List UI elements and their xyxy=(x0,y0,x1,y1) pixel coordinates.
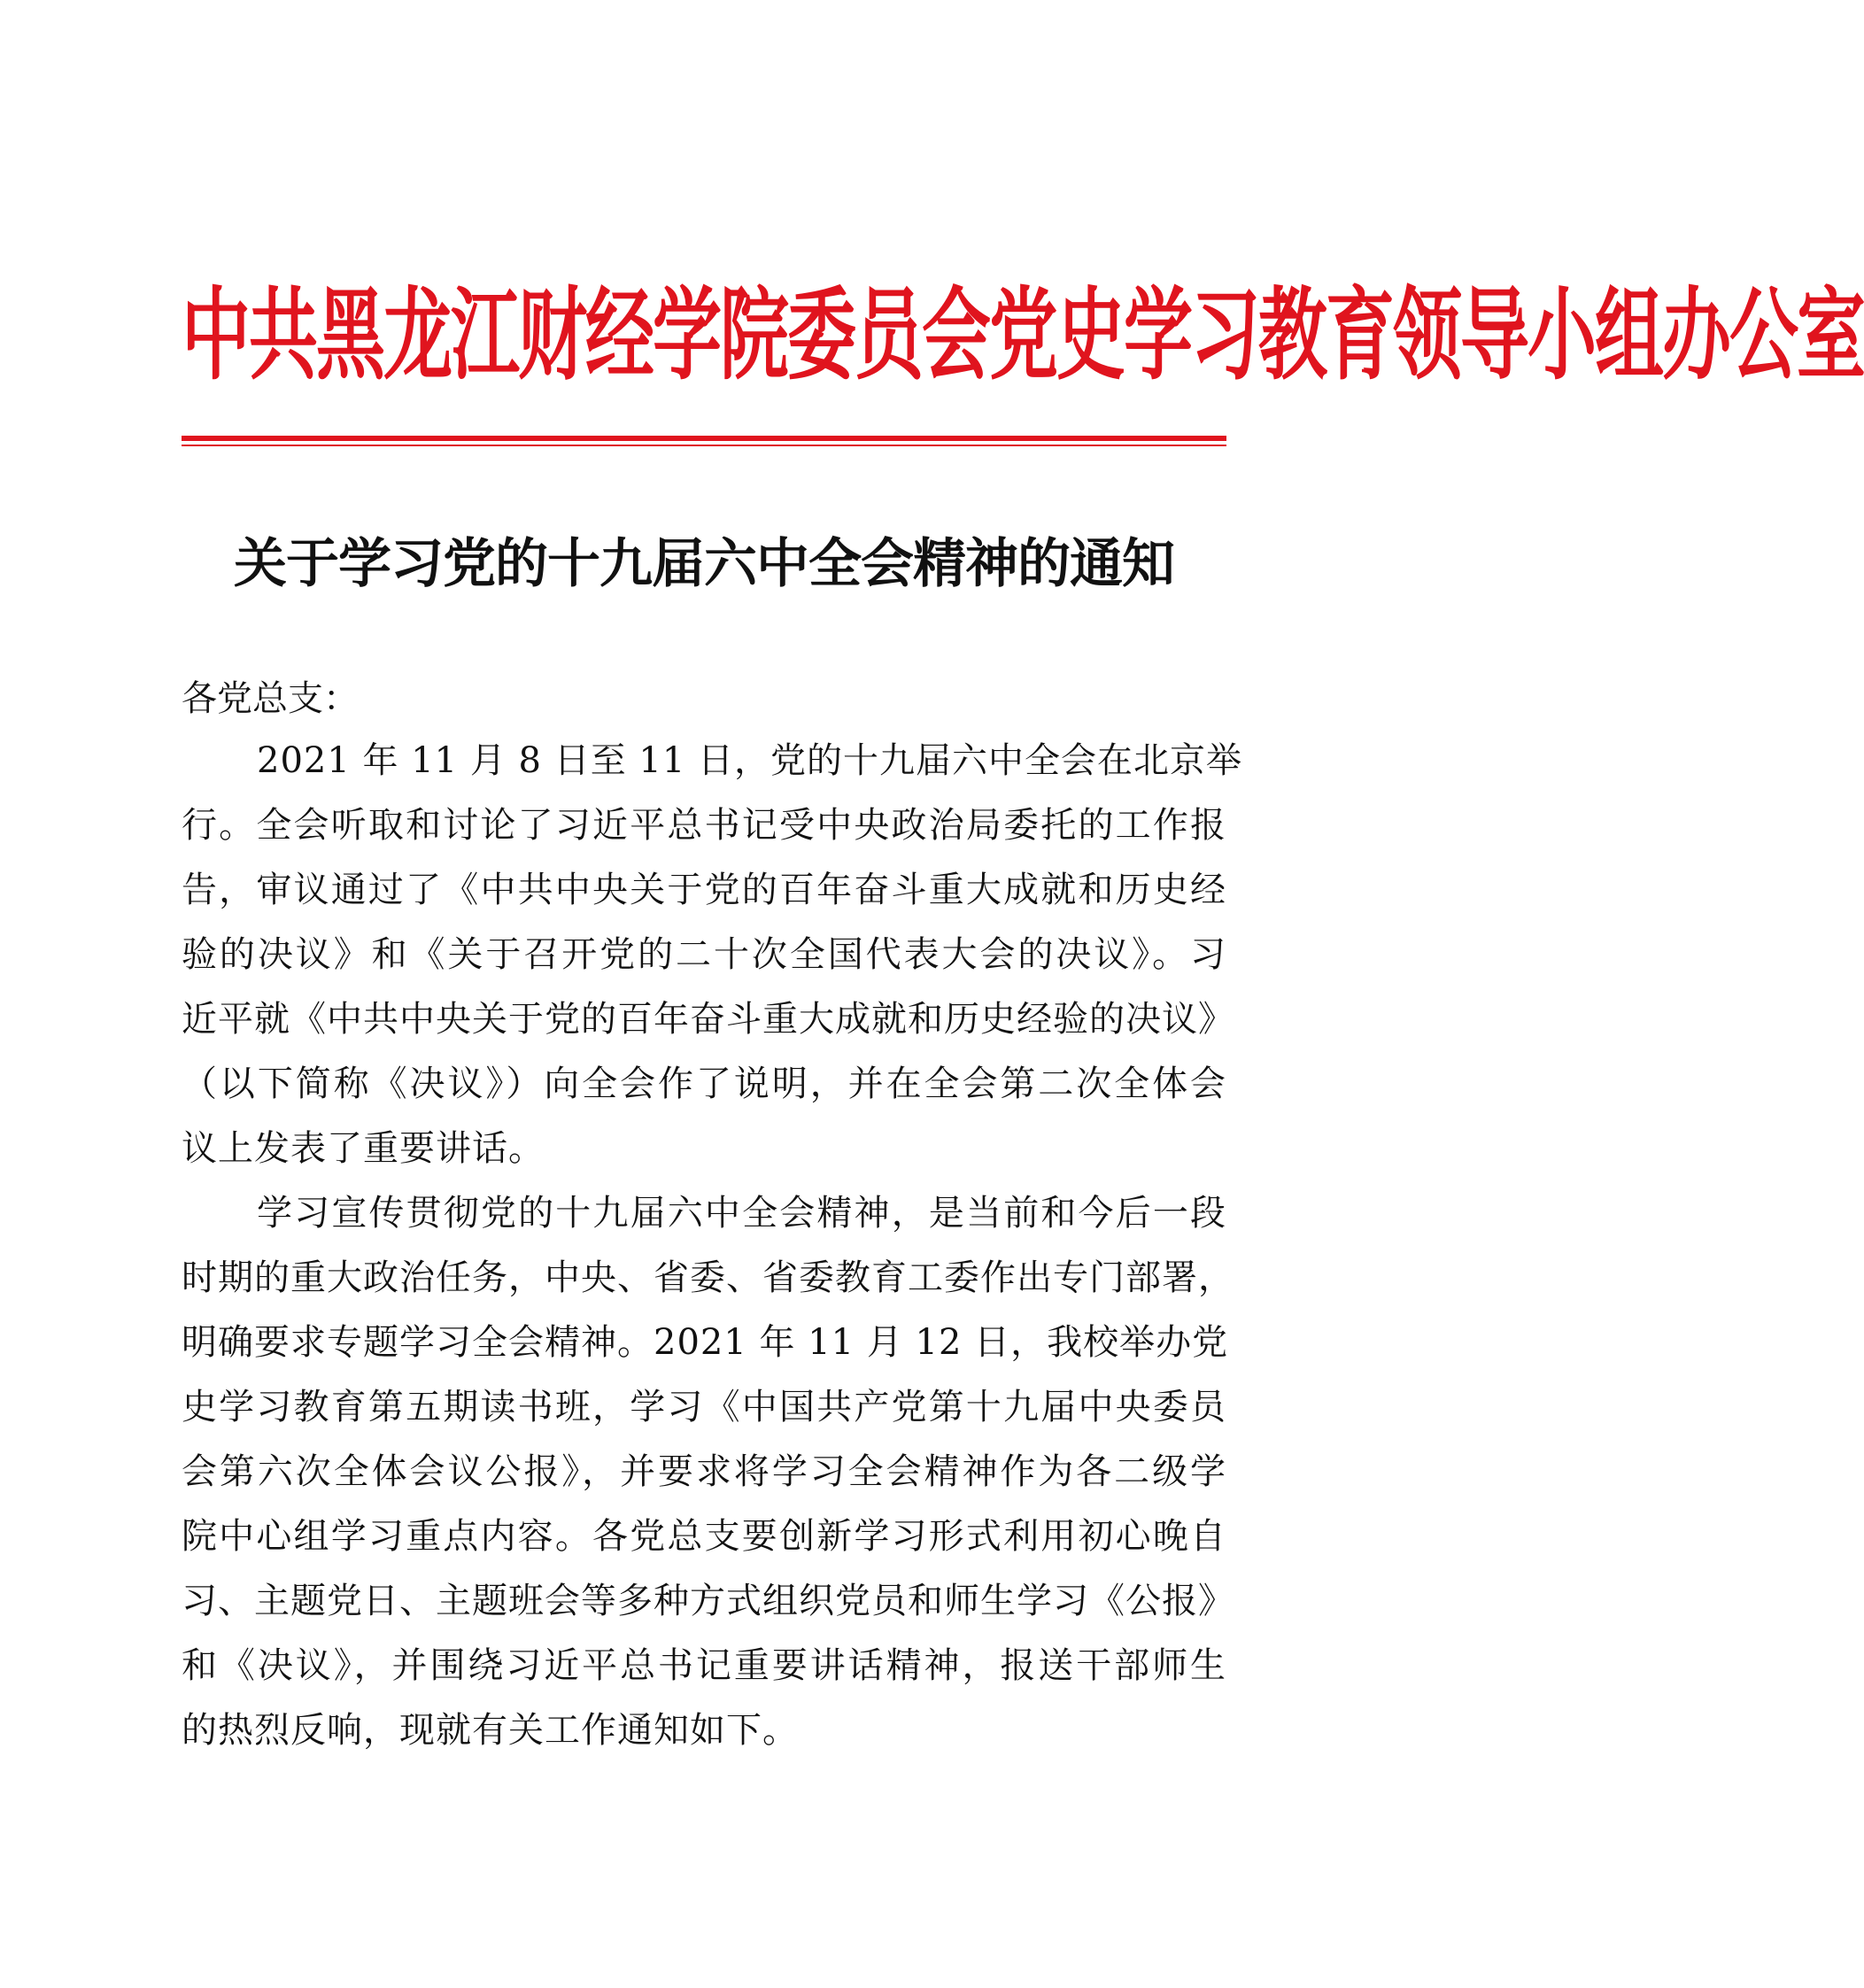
body-line: 会第六次全体会议公报》，并要求将学习全会精神作为各二级学 xyxy=(182,1451,1226,1492)
body-line: 验的决议》和《关于召开党的二十次全国代表大会的决议》。习 xyxy=(182,934,1226,975)
body-line: 时期的重大政治任务，中央、省委、省委教育工委作出专门部署， xyxy=(182,1257,1234,1298)
body-line: 院中心组学习重点内容。各党总支要创新学习形式利用初心晚自 xyxy=(182,1516,1226,1557)
organization-header: 中共黑龙江财经学院委员会党史学习教育领导小组办公室 xyxy=(182,278,1864,395)
body-line: 习、主题党日、主题班会等多种方式组织党员和师生学习《公报》 xyxy=(182,1581,1234,1621)
document-title: 关于学习党的十九届六中全会精神的通知 xyxy=(234,533,1174,595)
body-line: 近平就《中共中央关于党的百年奋斗重大成就和历史经验的决议》 xyxy=(182,999,1234,1040)
body-line: 学习宣传贯彻党的十九届六中全会精神，是当前和今后一段 xyxy=(257,1193,1226,1234)
body-line: 告，审议通过了《中共中央关于党的百年奋斗重大成就和历史经 xyxy=(182,870,1226,910)
body-line: 行。全会听取和讨论了习近平总书记受中央政治局委托的工作报 xyxy=(182,805,1226,846)
body-line: 史学习教育第五期读书班，学习《中国共产党第十九届中央委员 xyxy=(182,1387,1226,1427)
header-rule-thin xyxy=(182,445,1226,446)
header-rule-thick xyxy=(182,436,1226,441)
body-line: （以下简称《决议》）向全会作了说明，并在全会第二次全体会 xyxy=(182,1064,1226,1104)
body-line: 2021 年 11 月 8 日至 11 日，党的十九届六中全会在北京举 xyxy=(257,740,1243,781)
body-line: 议上发表了重要讲话。 xyxy=(182,1128,545,1169)
body-line: 明确要求专题学习全会精神。2021 年 11 月 12 日，我校举办党 xyxy=(182,1322,1229,1363)
salutation: 各党总支： xyxy=(182,678,359,719)
body-line: 的热烈反响，现就有关工作通知如下。 xyxy=(182,1710,799,1751)
body-line: 和《决议》，并围绕习近平总书记重要讲话精神，报送干部师生 xyxy=(182,1645,1226,1686)
